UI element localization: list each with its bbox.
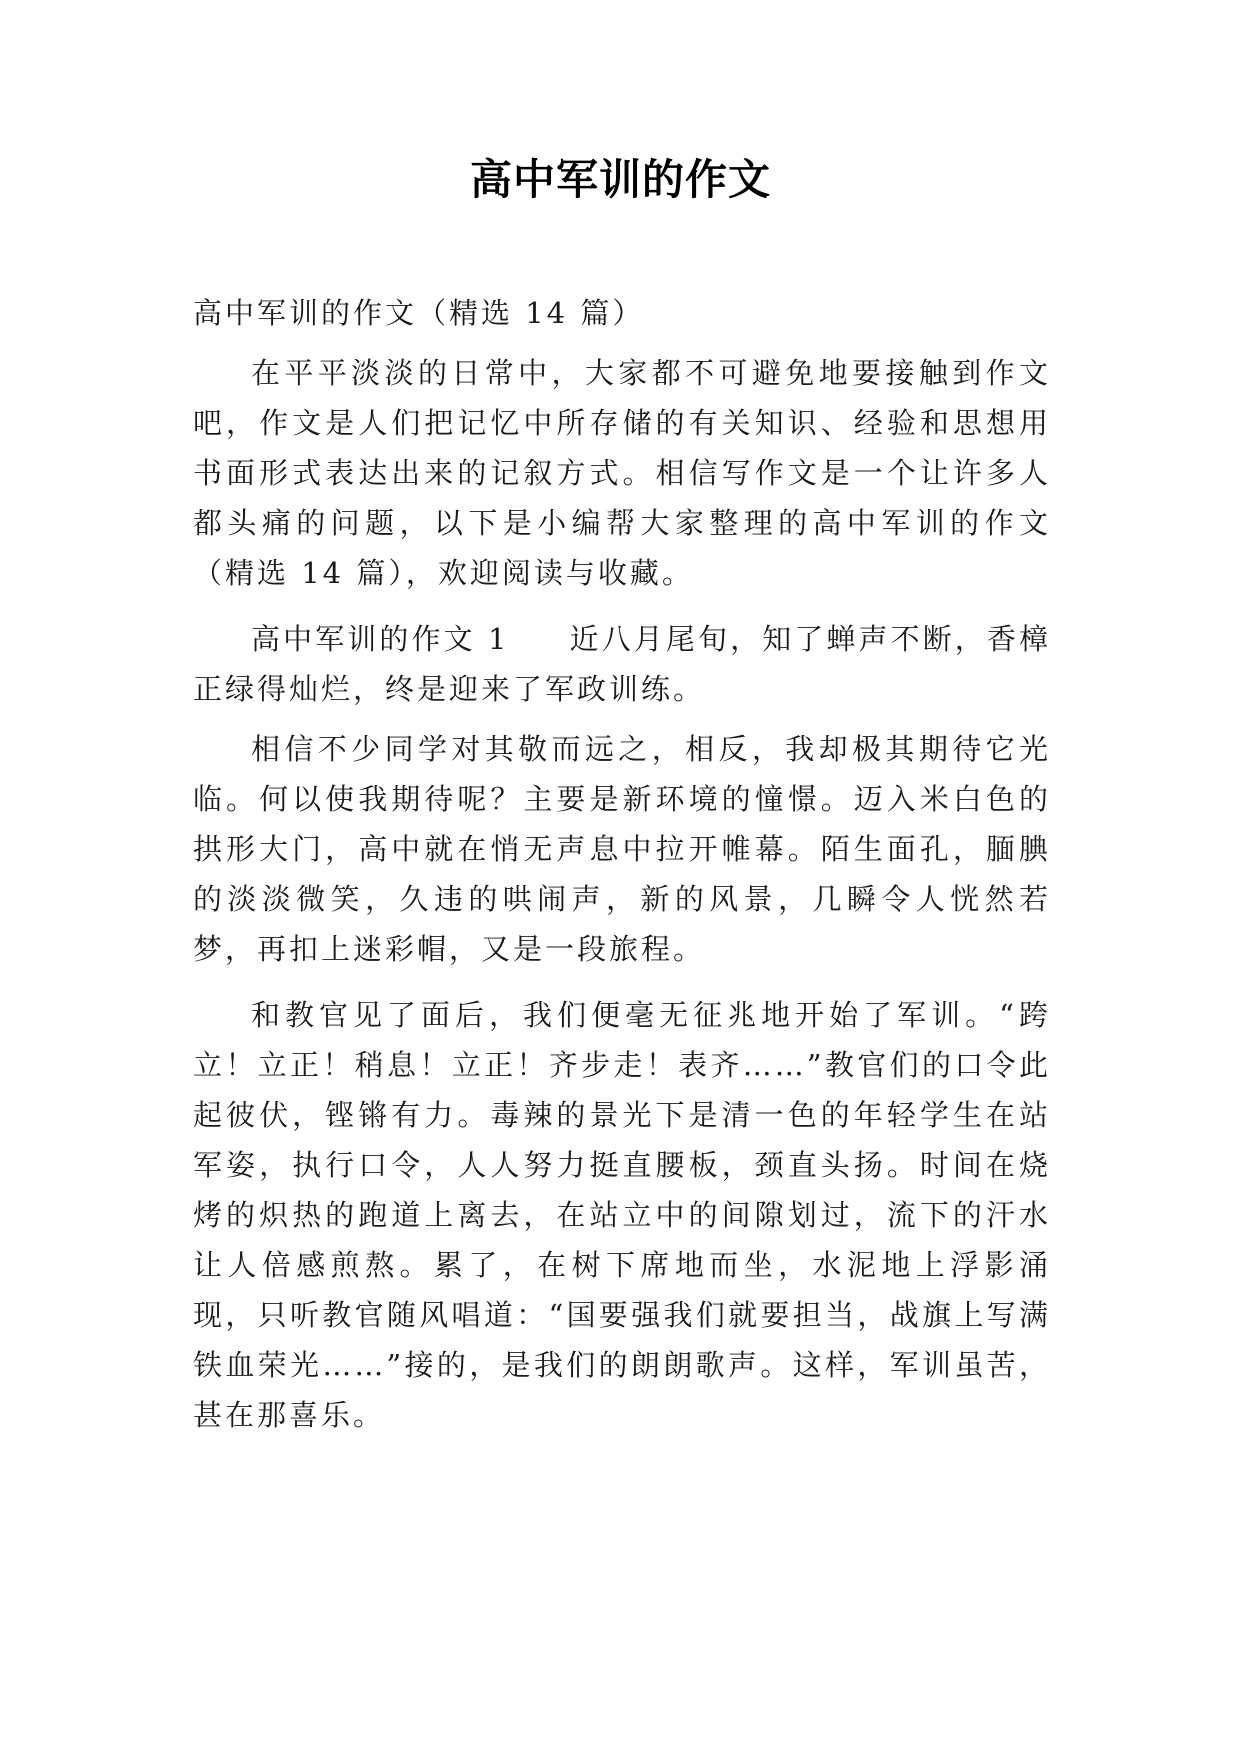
essay-1-paragraph-2: 相信不少同学对其敬而远之，相反，我却极其期待它光临。何以使我期待呢？主要是新环境的憧憬。迈入米白色的拱形大门，高中就在悄无声息中拉开帷幕。陌生面孔，腼腆的淡淡微笑，久违的哄闹声，新的风景，几瞬令人恍然若梦，再扣上迷彩帽，又是一段旅程。 [193, 732, 1051, 966]
document-subtitle: 高中军训的作文（精选 14 篇） [193, 296, 645, 330]
intro-paragraph: 在平平淡淡的日常中，大家都不可避免地要接触到作文吧，作文是人们把记忆中所存储的有关知识、经验和思想用书面形式表达出来的记叙方式。相信写作文是一个让许多人都头痛的问题，以下是小编帮大家整理的高中军训的作文（精选 14 篇），欢迎阅读与收藏。 [193, 356, 1051, 590]
essay-1-first-paragraph [193, 614, 1051, 714]
essay-1-heading: 高中军训的作文 1 [251, 622, 510, 656]
document-title: 高中军训的作文 [469, 155, 771, 204]
essay-1-paragraph-3: 和教官见了面后，我们便毫无征兆地开始了军训。“跨立！立正！稍息！立正！齐步走！表齐……”教官们的口令此起彼伏，铿锵有力。毒辣的景光下是清一色的年轻学生在站军姿，执行口令，人人努力挺直腰板，颈直头扬。时间在烧烤的炽热的跑道上离去，在站立中的间隙划过，流下的汗水让人倍感煎熬。累了，在树下席地而坐，水泥地上浮影涌现，只听教官随风唱道：“国要强我们就要担当，战旗上写满铁血荣光……”接的，是我们的朗朗歌声。这样，军训虽苦，甚在那喜乐。 [193, 998, 1051, 1432]
essay-1-lead: 近八月尾旬，知了蝉声不断，香樟正绿得灿烂，终是迎来了军政训练。 [193, 622, 1051, 706]
document-body [193, 288, 1051, 1456]
